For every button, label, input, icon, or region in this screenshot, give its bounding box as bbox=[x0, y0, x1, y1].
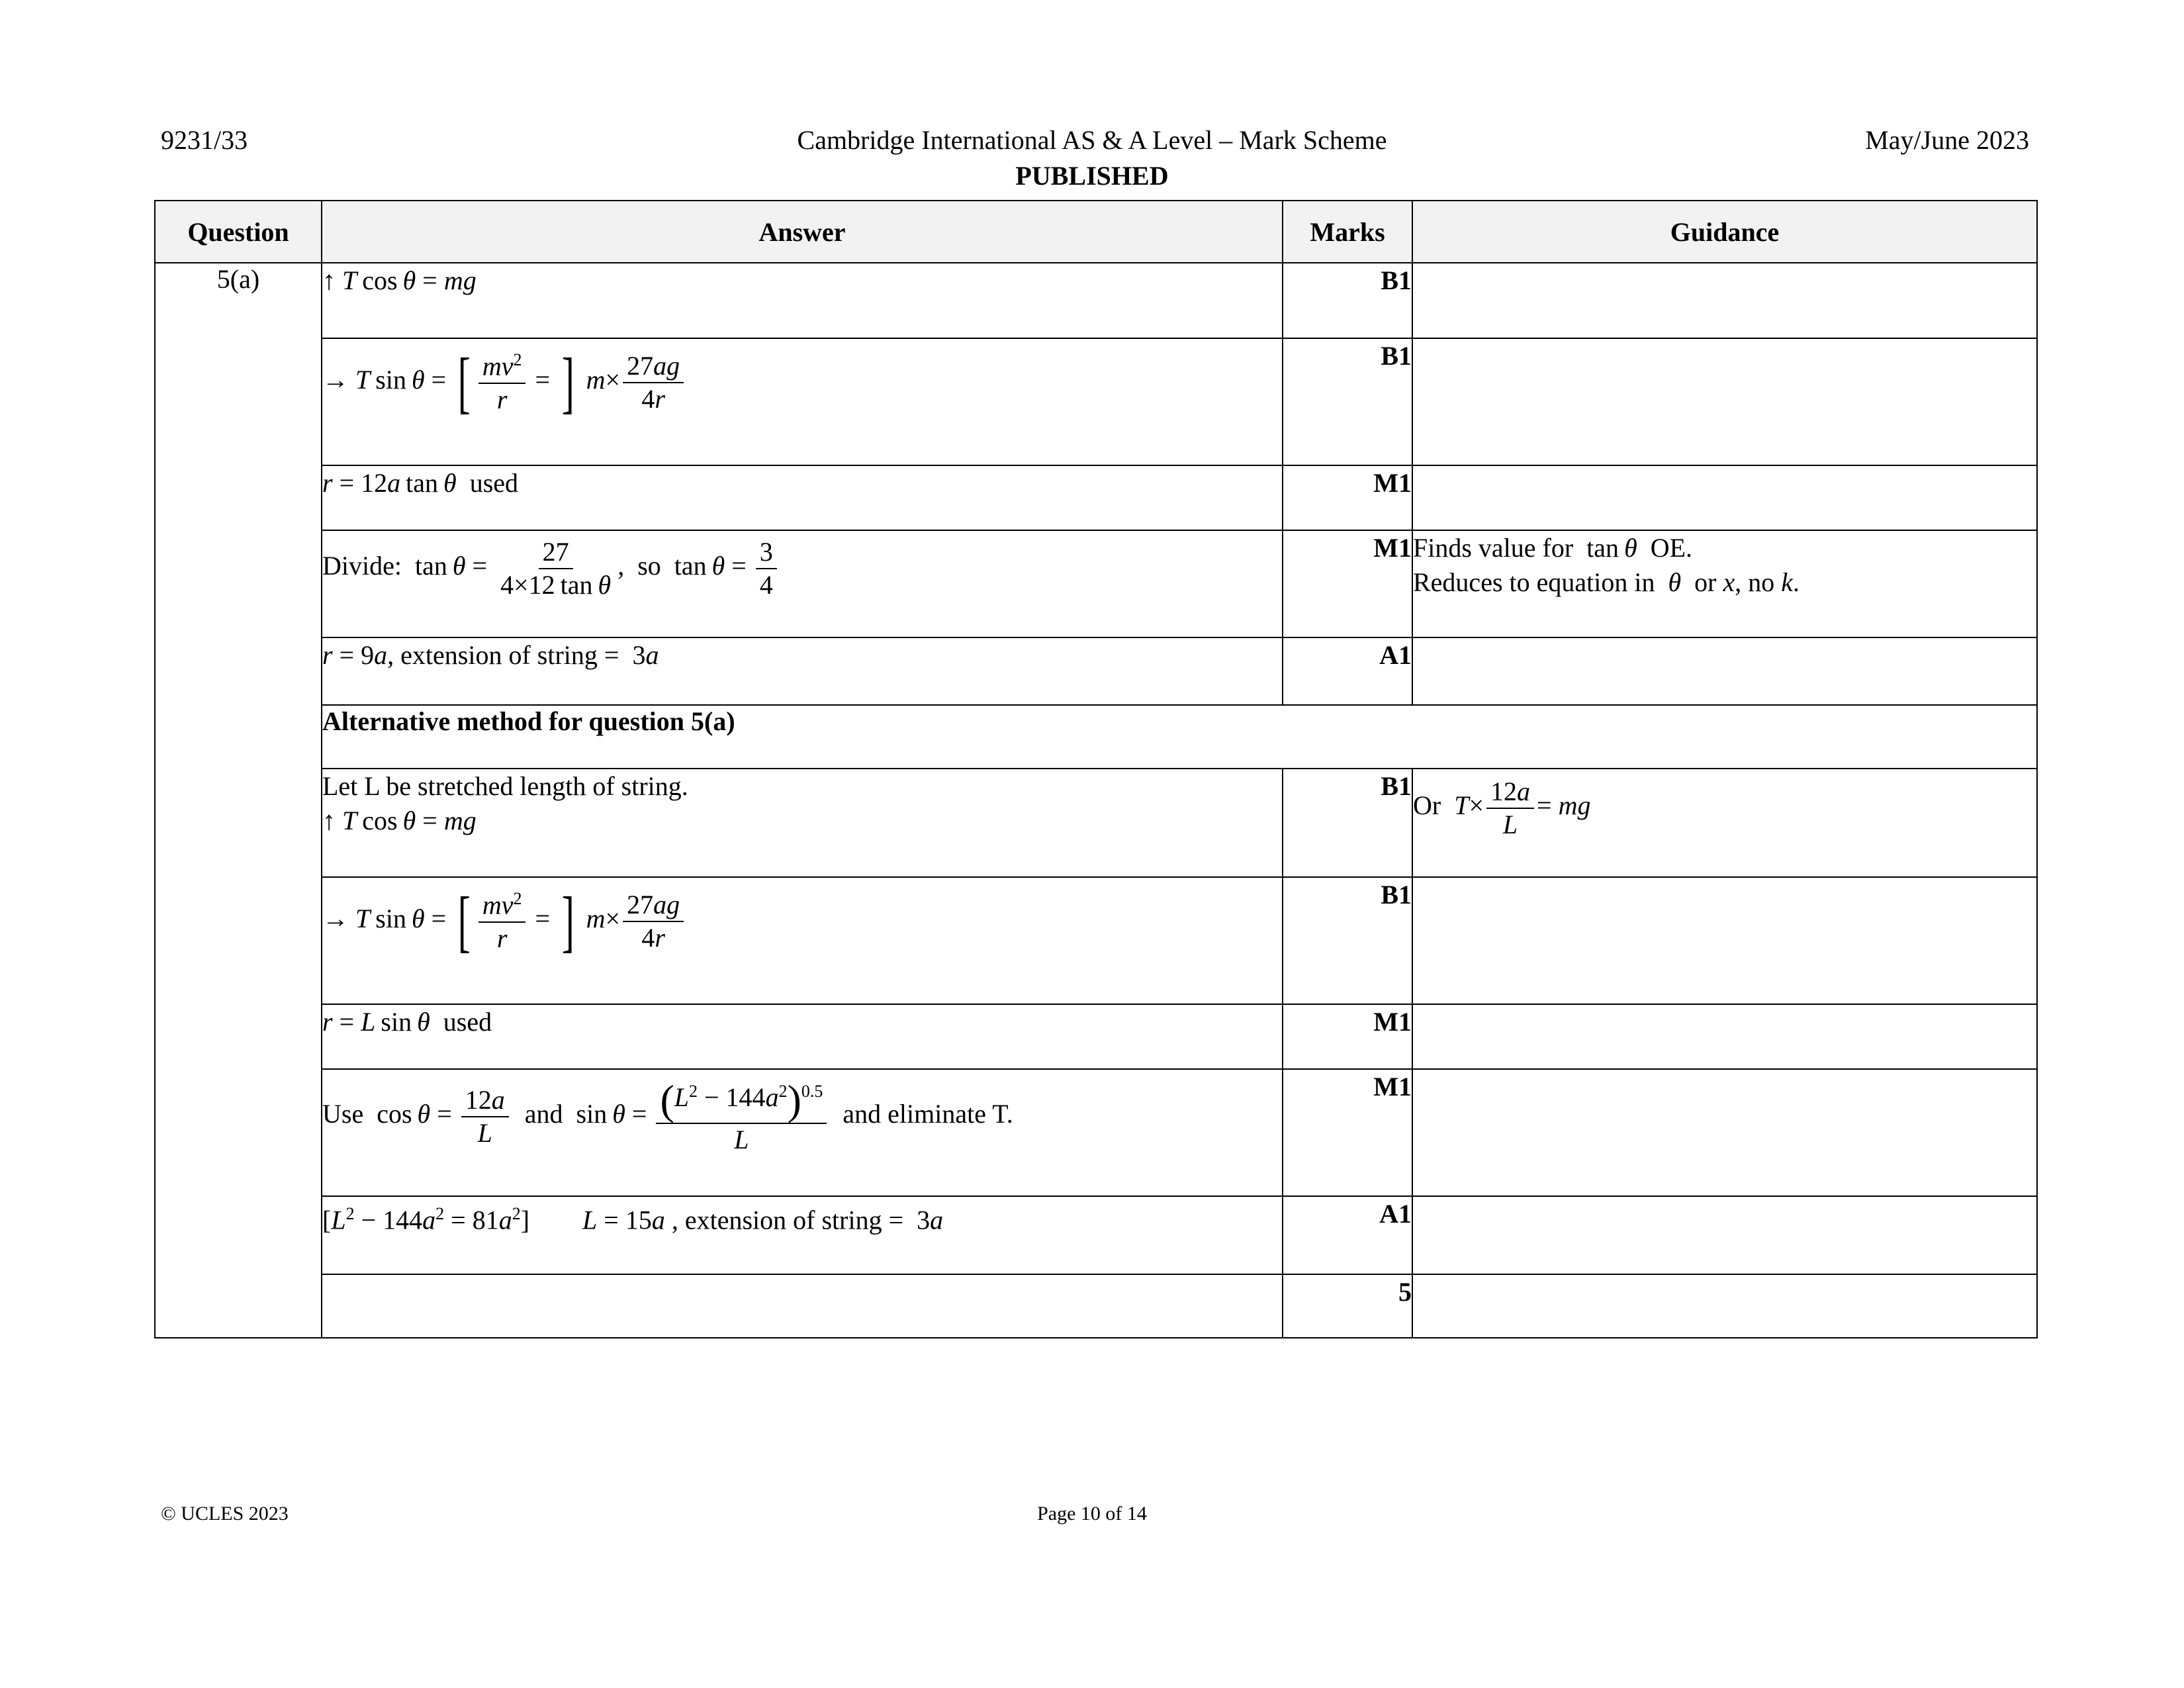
mark-cell: A1 bbox=[1283, 637, 1412, 705]
guidance-cell bbox=[1412, 877, 2037, 1004]
guidance-cell bbox=[1412, 338, 2037, 465]
answer-cell: → T sin θ = [ $\frac{mv^2}{r}$ = ] m× $\frac{27ag}{4r}$ bbox=[322, 877, 1283, 1004]
guidance-cell bbox=[1412, 1004, 2037, 1069]
guidance-cell bbox=[1412, 1069, 2037, 1196]
guidance-cell bbox=[1412, 1274, 2037, 1338]
table-row bbox=[155, 338, 2037, 465]
table-row bbox=[155, 1069, 2037, 1196]
mark-cell: M1 bbox=[1283, 1004, 1412, 1069]
used-label: used bbox=[469, 468, 519, 498]
mark-scheme-table bbox=[154, 200, 2038, 1338]
mark-cell: M1 bbox=[1283, 465, 1412, 530]
table-row bbox=[155, 530, 2037, 637]
so-label: so bbox=[637, 551, 661, 581]
mark-cell: B1 bbox=[1283, 263, 1412, 338]
answer-cell: Let L be stretched length of string. ↑ T cos θ = mg bbox=[322, 769, 1283, 877]
divide-label: Divide: bbox=[322, 551, 402, 581]
mark-cell: B1 bbox=[1283, 769, 1412, 877]
mark-cell: A1 bbox=[1283, 1196, 1412, 1274]
answer-cell: ↑ T cos θ = mg bbox=[322, 263, 1283, 338]
col-guidance: Guidance bbox=[1412, 201, 2037, 263]
copyright: © UCLES 2023 bbox=[161, 1503, 289, 1524]
question-number: 5(a) bbox=[155, 263, 322, 1338]
mark-cell: B1 bbox=[1283, 877, 1412, 1004]
answer-cell: Use cos θ = $\frac{12a}{L}$ and sin θ = $\frac{(L^2 - 144a^2)^{0.5}}{L}$ and eliminate T. bbox=[322, 1069, 1283, 1196]
guidance-cell: Or T× $\frac{12a}{L}$ = mg bbox=[1412, 769, 2037, 877]
alternative-method-heading: Alternative method for question 5(a) bbox=[322, 705, 2037, 769]
total-marks: 5 bbox=[1283, 1274, 1412, 1338]
guidance-cell bbox=[1412, 465, 2037, 530]
mark-cell: M1 bbox=[1283, 1069, 1412, 1196]
document-title: Cambridge International AS & A Level – Mark Scheme bbox=[797, 125, 1387, 155]
guidance-cell bbox=[1412, 263, 2037, 338]
table-row bbox=[155, 1004, 2037, 1069]
answer-cell: Divide: tan θ = $\frac{27}{\text{4×12 tan θ}}$ , so tan θ = $\frac{3}{4}$ bbox=[322, 530, 1283, 637]
mark-cell: M1 bbox=[1283, 530, 1412, 637]
answer-cell: r = 9a, extension of string = 3a bbox=[322, 637, 1283, 705]
table-row bbox=[155, 769, 2037, 877]
published-label: PUBLISHED bbox=[1015, 161, 1169, 191]
table-row bbox=[155, 705, 2037, 769]
guidance-cell bbox=[1412, 1196, 2037, 1274]
col-answer: Answer bbox=[322, 201, 1283, 263]
col-question: Question bbox=[155, 201, 322, 263]
mark-cell: B1 bbox=[1283, 338, 1412, 465]
answer-cell: $[L^2 - 144a^2 = 81a^2]$ L = 15a , extension of string = 3a bbox=[322, 1196, 1283, 1274]
paper-code: 9231/33 bbox=[161, 125, 248, 155]
answer-cell: r = L sin θ used bbox=[322, 1004, 1283, 1069]
table-header-row bbox=[155, 201, 2037, 263]
table-row bbox=[155, 263, 2037, 338]
guidance-cell: Finds value for tan θ OE. Reduces to equation in θ or x, no k. bbox=[1412, 530, 2037, 637]
guidance-cell bbox=[1412, 637, 2037, 705]
answer-cell: → T sin θ = [ $\frac{mv^2}{r}$ = ] m× $\frac{27ag}{4r}$ bbox=[322, 338, 1283, 465]
page-number: Page 10 of 14 bbox=[1037, 1503, 1147, 1524]
exam-session: May/June 2023 bbox=[1865, 125, 2029, 155]
table-row bbox=[155, 1196, 2037, 1274]
answer-cell: r = 12a tan θ used bbox=[322, 465, 1283, 530]
col-marks: Marks bbox=[1283, 201, 1412, 263]
table-row bbox=[155, 1274, 2037, 1338]
answer-cell bbox=[322, 1274, 1283, 1338]
table-row bbox=[155, 877, 2037, 1004]
table-row bbox=[155, 465, 2037, 530]
table-row bbox=[155, 637, 2037, 705]
